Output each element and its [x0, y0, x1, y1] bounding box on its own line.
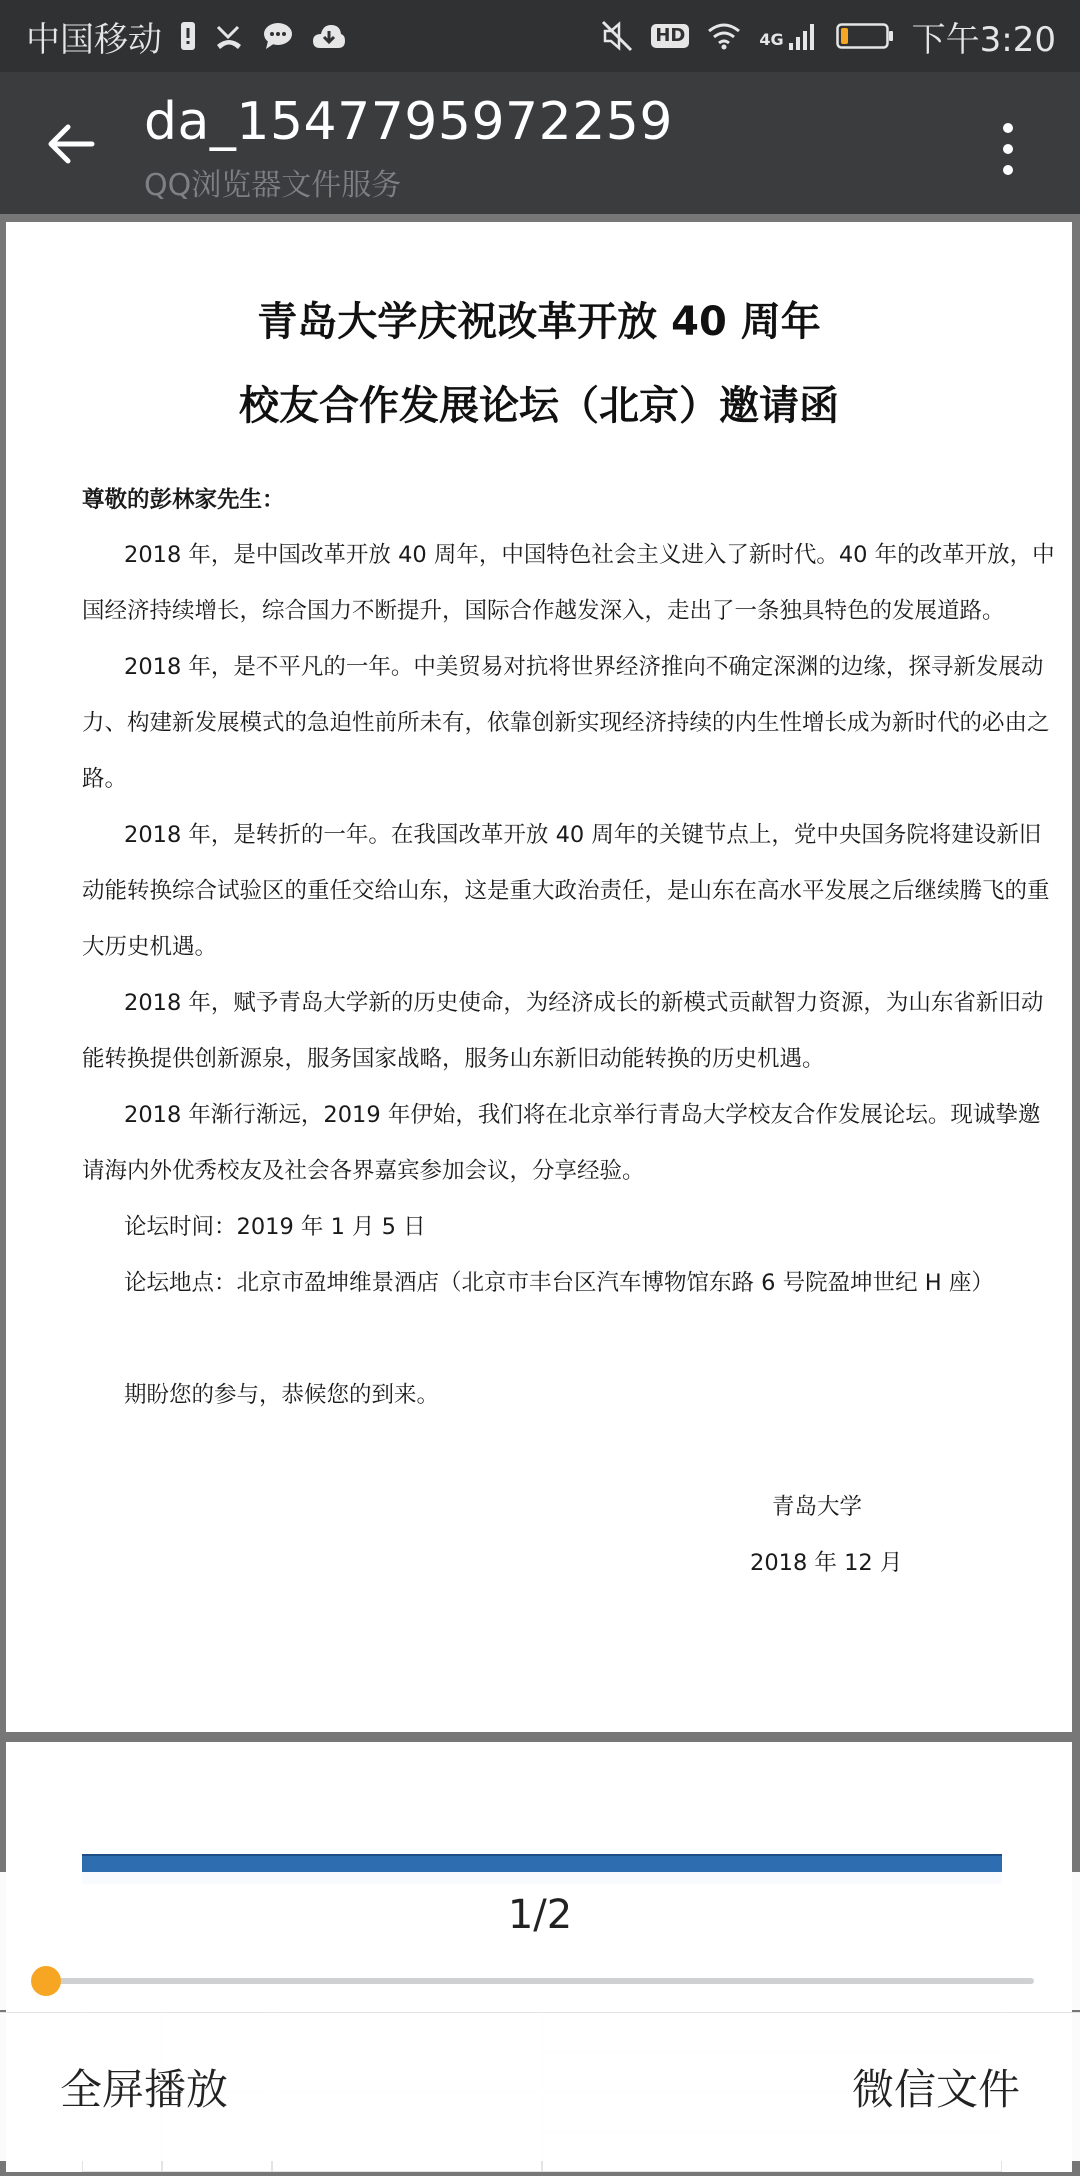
- more-vertical-icon: [984, 169, 1032, 188]
- document-title-line-1: 青岛大学庆祝改革开放 40 周年: [257, 299, 821, 345]
- document-line: 2018 年渐行渐远，2019 年伊始，我们将在北京举行青岛大学校友合作发展论坛。现诚挚邀: [124, 1102, 1041, 1128]
- back-arrow-icon: [40, 161, 104, 180]
- forum-time: 论坛时间：2019 年 1 月 5 日: [124, 1214, 426, 1240]
- document-line: 动能转换综合试验区的重任交给山东，这是重大政治责任，是山东在高水平发展之后继续腾飞的重: [82, 878, 1050, 904]
- page-counter: 1/2: [507, 1892, 573, 1938]
- mute-icon: [601, 20, 633, 52]
- document-salutation: 尊敬的彭林家先生：: [82, 487, 285, 513]
- page-indicator-panel: [0, 1872, 1080, 2010]
- signal-icon: [788, 21, 818, 51]
- page-slider-track[interactable]: [46, 1978, 1034, 1984]
- document-line: 2018 年，是中国改革开放 40 周年，中国特色社会主义进入了新时代。40 年的改革开放，中: [124, 542, 1055, 568]
- document-line: 2018 年，是转折的一年。在我国改革开放 40 周年的关键节点上，党中央国务院将建设新旧: [124, 822, 1042, 848]
- bottom-action-bar: [0, 2012, 1080, 2161]
- message-icon: [262, 21, 294, 51]
- document-line: 力、构建新发展模式的急迫性前所未有，依靠创新实现经济持续的内生性增长成为新时代的必由之: [82, 710, 1050, 736]
- document-title-line-2: 校友合作发展论坛（北京）邀请函: [239, 383, 839, 429]
- cloud-download-icon: [312, 22, 346, 50]
- status-bar: [0, 0, 1080, 72]
- document-line: 国经济持续增长，综合国力不断提升，国际合作越发深入，走出了一条独具特色的发展道路。: [82, 598, 1005, 624]
- document-line: 路。: [82, 766, 128, 792]
- wifi-icon: [707, 22, 741, 50]
- back-button[interactable]: [40, 112, 104, 176]
- document-line: 大历史机遇。: [82, 934, 218, 960]
- more-options-button[interactable]: [984, 114, 1032, 184]
- signature-org: 青岛大学: [772, 1494, 863, 1520]
- fullscreen-play-button[interactable]: 全屏播放: [60, 2065, 229, 2114]
- missed-call-icon: [214, 21, 244, 51]
- network-type: 4G: [759, 29, 784, 49]
- document-line: 能转换提供创新源泉，服务国家战略，服务山东新旧动能转换的历史机遇。: [82, 1046, 825, 1072]
- document-line: 2018 年，赋予青岛大学新的历史使命，为经济成长的新模式贡献智力资源，为山东省新旧动: [124, 990, 1044, 1016]
- carrier-name: 中国移动: [26, 19, 162, 60]
- forum-location: 论坛地点：北京市盈坤维景酒店（北京市丰台区汽车博物馆东路 6 号院盈坤世纪 H 座）: [124, 1270, 994, 1296]
- document-line: 2018 年，是不平凡的一年。中美贸易对抗将世界经济推向不确定深渊的边缘，探寻新发展动: [124, 654, 1044, 680]
- battery-icon: [836, 21, 894, 51]
- document-page-1[interactable]: [6, 222, 1072, 1732]
- page-slider-thumb[interactable]: [31, 1966, 61, 1996]
- file-service-subtitle: QQ浏览器文件服务: [144, 168, 402, 203]
- sim-alert-icon: [180, 21, 196, 51]
- clock: 下午3:20: [911, 19, 1056, 60]
- file-title: da_1547795972259: [144, 92, 673, 152]
- app-bar: [0, 72, 1080, 214]
- status-bar-right: [601, 12, 1056, 61]
- status-bar-left: [26, 12, 346, 61]
- closing-line: 期盼您的参与，恭候您的到来。: [124, 1382, 440, 1408]
- hd-icon: HD: [651, 24, 689, 48]
- wechat-files-button[interactable]: 微信文件: [852, 2065, 1021, 2114]
- signature-date: 2018 年 12 月: [750, 1550, 903, 1576]
- document-line: 请海内外优秀校友及社会各界嘉宾参加会议，分享经验。: [82, 1158, 645, 1184]
